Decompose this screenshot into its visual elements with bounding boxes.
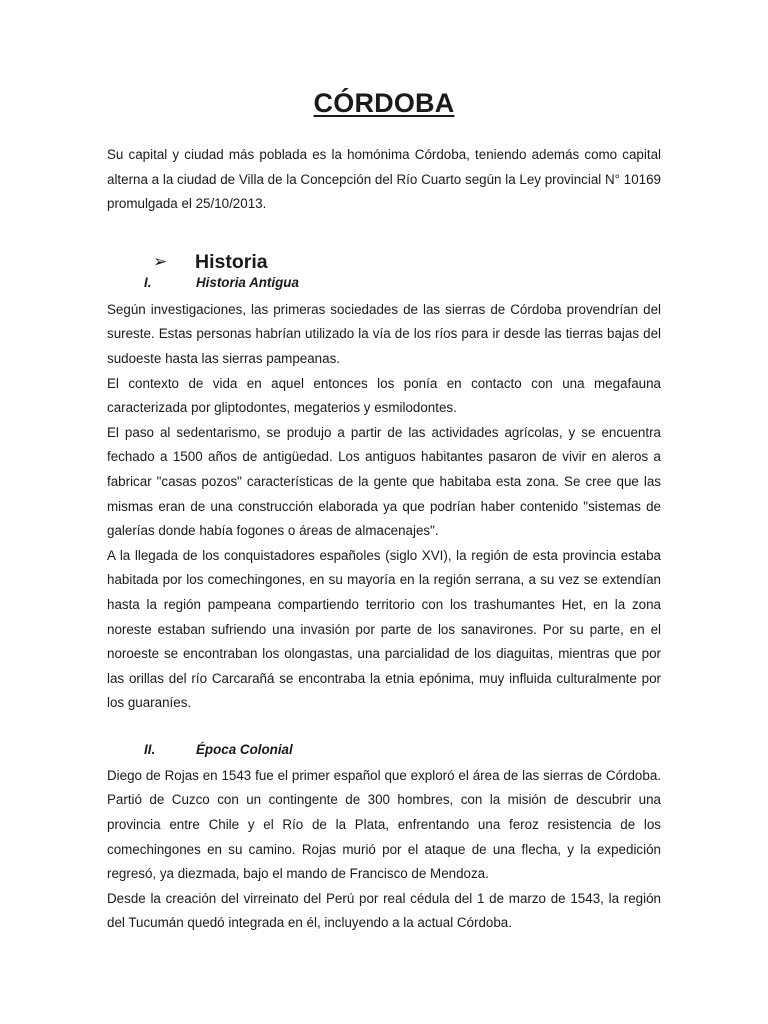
paragraph: El paso al sedentarismo, se produjo a partir de las actividades agrícolas, y se encuentra fechado a 1500 años de antigüedad. Los antiguos habitantes pasaron de vivir en aleros a fabricar "casas pozos" características de la gente que habitaba esta zona. Se cree que las mismas eran de una construcción elaborada ya que podrían haber contenido "sistemas de galerías donde había fogones o áreas de almacenajes". (107, 424, 661, 539)
subsection-title: Historia Antigua (196, 274, 299, 290)
paragraph: Diego de Rojas en 1543 fue el primer español que exploró el área de las sierras de Córdoba. Partió de Cuzco con un contingente de 300 hombres, con la misión de descubrir una provincia entre Chile y el Río de la Plata, enfrentando una feroz resistencia de los comechingones en su camino. Rojas murió por el ataque de una flecha, y la expedición regresó, ya diezmada, bajo el mando de Francisco de Mendoza. (107, 767, 661, 882)
subsection-body-2 (107, 764, 661, 936)
arrow-bullet-icon: ➢ (153, 251, 168, 271)
document-page (107, 88, 661, 936)
document-title: CÓRDOBA (313, 88, 455, 118)
paragraph: Desde la creación del virreinato del Perú por real cédula del 1 de marzo de 1543, la región del Tucumán quedó integrada en él, incluyendo a la actual Córdoba. (107, 890, 661, 931)
subsection-heading-1 (107, 274, 661, 298)
section-heading (107, 251, 661, 277)
paragraph: Según investigaciones, las primeras sociedades de las sierras de Córdoba provendrían del sureste. Estas personas habrían utilizado la vía de los ríos para ir desde las tierras bajas del sudoeste hasta las sierras pampeanas. (107, 301, 661, 366)
subsection-body-1 (107, 298, 661, 716)
paragraph: A la llegada de los conquistadores españoles (siglo XVI), la región de esta provincia estaba habitada por los comechingones, en su mayoría en la región serrana, a su vez se extendían hasta la región pampeana compartiendo territorio con los trashumantes Het, en la zona noreste estaban sufriendo una invasión por parte de los sanavirones. Por su parte, en el noroeste se encontraban los olongastas, una parcialidad de los diaguitas, mientras que por las orillas del río Carcarañá se encontraba la etnia epónima, muy influida culturalmente por los guaraníes. (107, 547, 661, 711)
subsection-number: I. (144, 274, 152, 290)
subsection-number: II. (144, 741, 156, 757)
subsection-title: Época Colonial (196, 741, 293, 757)
heading-historia: Historia (195, 250, 268, 273)
paragraph: El contexto de vida en aquel entonces los ponía en contacto con una megafauna caracterizada por gliptodontes, megaterios y esmilodontes. (107, 375, 661, 416)
subsection-heading-2 (107, 740, 661, 764)
intro-paragraph: Su capital y ciudad más poblada es la homónima Córdoba, teniendo además como capital alterna a la ciudad de Villa de la Concepción del Río Cuarto según la Ley provincial N° 10169 promulgada el 25/10/2013. (107, 147, 661, 212)
